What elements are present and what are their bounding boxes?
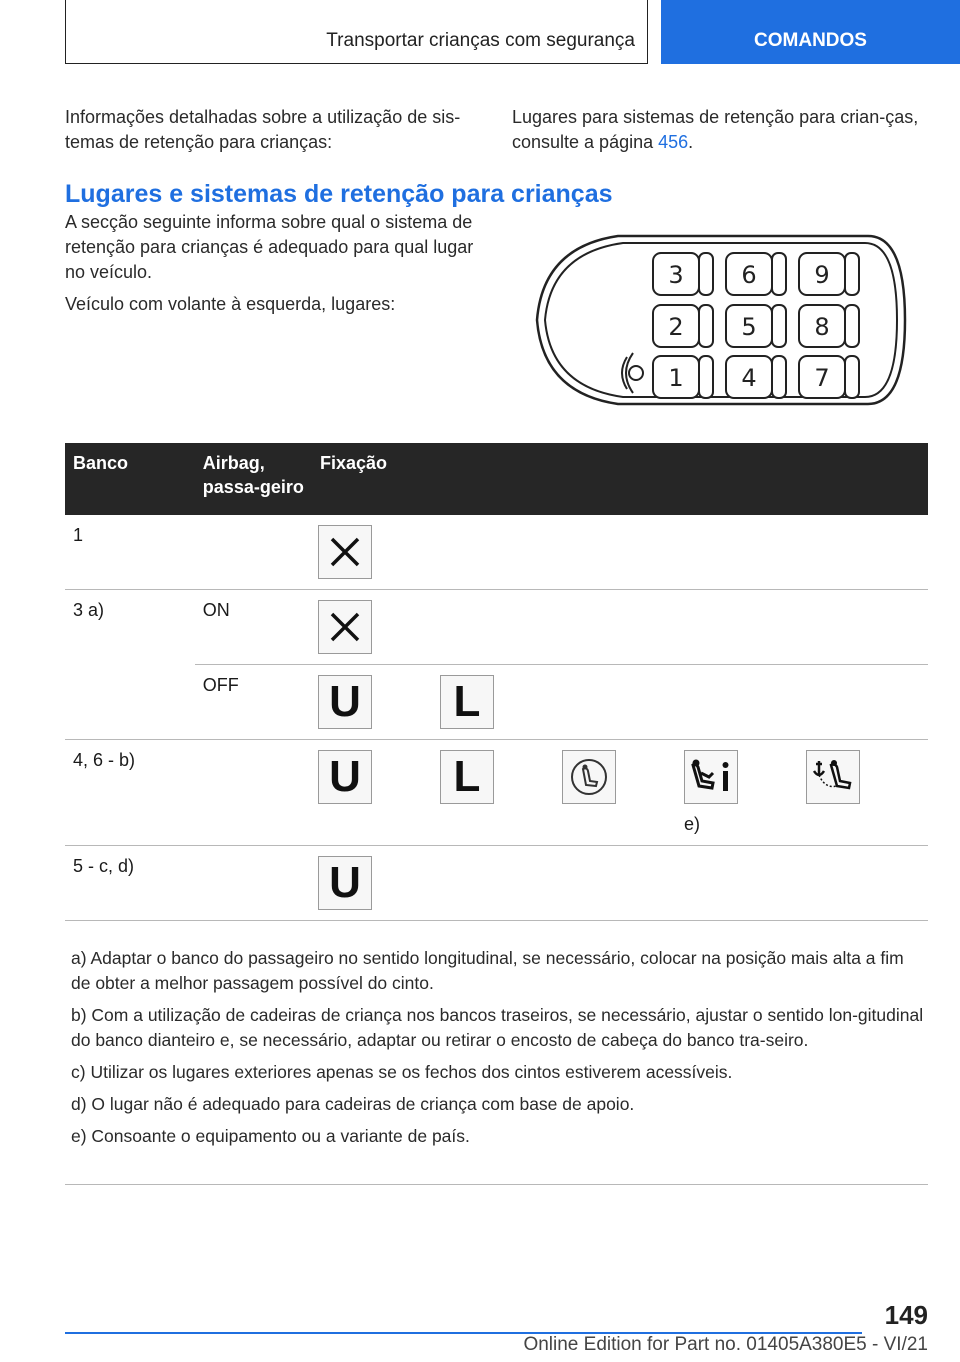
- universal-u-icon: [318, 750, 372, 804]
- seat-number-6: 6: [741, 261, 757, 289]
- table-row: [65, 665, 928, 740]
- table-row: [65, 515, 928, 590]
- seat-number-7: 7: [814, 364, 830, 392]
- i-size-seat-icon: [562, 750, 616, 804]
- header-banco: Banco: [65, 443, 195, 515]
- cell-banco: 5 - c, d): [65, 846, 195, 921]
- seat-layout-diagram: [533, 233, 908, 408]
- seat-number-2: 2: [668, 313, 684, 341]
- l-letter: L: [453, 752, 481, 801]
- footer-edition-text: Online Edition for Part no. 01405A380E5 - VI/21: [523, 1334, 928, 1355]
- universal-u-icon: [318, 675, 372, 729]
- seat-number-1: 1: [668, 364, 684, 392]
- footnote-c: c) Utilizar os lugares exteriores apenas se os fechos dos cintos estiverem acessíveis.: [71, 1062, 733, 1082]
- cell-banco: [65, 665, 195, 740]
- section-body-2: Veículo com volante à esquerda, lugares:: [65, 294, 396, 314]
- l-letter-icon: [440, 750, 494, 804]
- header-fixacao: Fixação: [312, 443, 928, 515]
- intro-right-suffix: .: [688, 132, 694, 152]
- cell-banco: 3 a): [73, 600, 105, 620]
- not-suitable-x-icon: [318, 525, 372, 579]
- seat-number-9: 9: [814, 261, 830, 289]
- table-row: [65, 846, 928, 921]
- table-header-row: [65, 443, 928, 515]
- seat-suitability-table: [65, 443, 928, 921]
- cell-airbag: [195, 846, 312, 921]
- footnote-a: a) Adaptar o banco do passageiro no sentido longitudinal, se necessário, colocar na posição mais alta a fim de obter a melhor passagem possível do cinto.: [71, 948, 904, 993]
- cell-fixacao: [312, 515, 928, 590]
- header-chapter-box: [65, 0, 648, 64]
- variant-note: e): [684, 814, 701, 834]
- intro-left-paragraph: Informações detalhadas sobre a utilização de sis-temas de retenção para crianças:: [65, 107, 461, 152]
- cell-fixacao: [312, 846, 928, 921]
- section-heading: Lugares e sistemas de retenção para crianças: [65, 180, 613, 208]
- seat-number-3: 3: [668, 261, 684, 289]
- u-letter: U: [329, 858, 361, 907]
- u-letter: U: [329, 677, 361, 726]
- cell-airbag: OFF: [195, 665, 312, 740]
- table-row: [65, 590, 928, 665]
- table-footnotes: [65, 946, 928, 1156]
- u-letter: U: [329, 752, 361, 801]
- footnote-b: b) Com a utilização de cadeiras de criança nos bancos traseiros, se necessário, ajustar o sentido lon-gitudinal do banco dianteiro e, se necessário, adaptar ou retirar o encosto de cabeça do banco tra-seiro.: [71, 1005, 924, 1050]
- cell-airbag: [195, 740, 312, 846]
- cell-fixacao: [312, 590, 928, 665]
- intro-right-text: Lugares para sistemas de retenção para crian-ças, consulte a página: [512, 107, 919, 152]
- cell-airbag: ON: [195, 590, 312, 665]
- header-section-tab[interactable]: [661, 0, 960, 64]
- seat-number-4: 4: [741, 364, 757, 392]
- cell-airbag: [195, 515, 312, 590]
- header-airbag: Airbag, passa-geiro: [195, 443, 312, 515]
- section-body-1: A secção seguinte informa sobre qual o sistema de retenção para crianças é adequado para qual lugar no veículo.: [65, 212, 474, 282]
- page-link[interactable]: 456: [658, 132, 689, 152]
- l-letter: L: [453, 677, 481, 726]
- footnote-d: d) O lugar não é adequado para cadeiras de criança com base de apoio.: [71, 1094, 635, 1114]
- cell-banco: 1: [65, 515, 195, 590]
- seat-number-5: 5: [741, 313, 757, 341]
- section-label: COMANDOS: [754, 30, 867, 51]
- child-seat-info-icon: [684, 750, 738, 804]
- chapter-title: Transportar crianças com segurança: [326, 30, 635, 51]
- cell-banco: 4, 6 - b): [65, 740, 195, 846]
- not-suitable-x-icon: [318, 600, 372, 654]
- seat-number-8: 8: [814, 313, 830, 341]
- top-tether-anchor-icon: [806, 750, 860, 804]
- footnote-e: e) Consoante o equipamento ou a variante de país.: [71, 1126, 470, 1146]
- cell-fixacao: [312, 740, 928, 846]
- footnotes-divider: [65, 1184, 928, 1185]
- cell-fixacao: [312, 665, 928, 740]
- universal-u-icon: [318, 856, 372, 910]
- l-letter-icon: [440, 675, 494, 729]
- page-number: 149: [884, 1300, 928, 1330]
- table-row: [65, 740, 928, 846]
- intro-right-paragraph: [512, 105, 932, 155]
